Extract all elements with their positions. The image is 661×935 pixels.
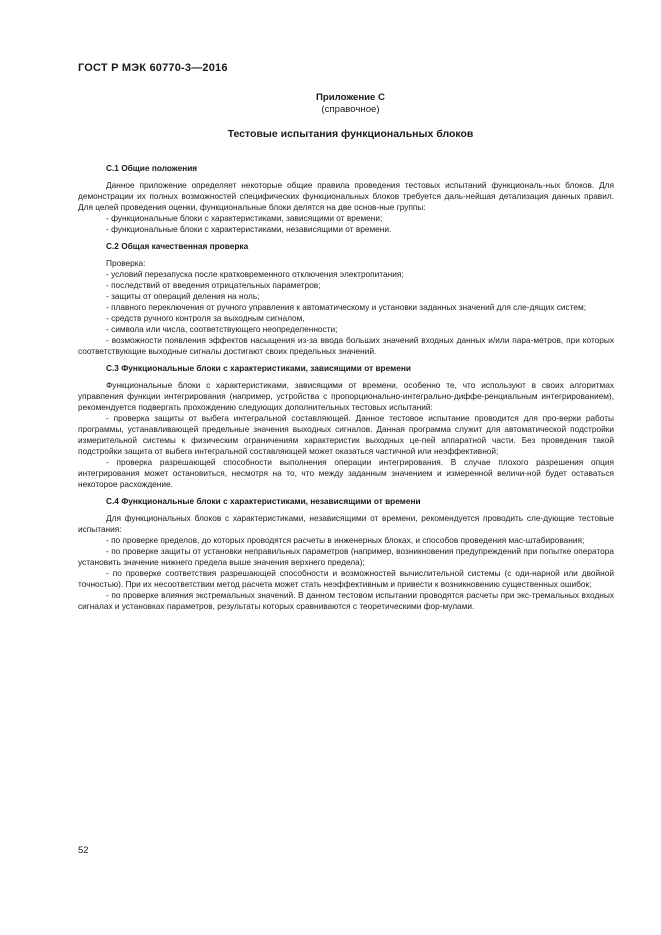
document-code: ГОСТ Р МЭК 60770-3—2016 [78, 62, 228, 74]
list-item: - функциональные блоки с характеристиками, независящими от времени. [106, 224, 392, 235]
list-item: - защиты от операций деления на ноль; [106, 290, 260, 301]
list-item: - средств ручного контроля за выходным сигналом, [106, 313, 305, 324]
section-c3 [78, 363, 614, 491]
list-item: - плавного переключения от ручного управления к автоматическому и установки заданных значений для сле-дящих систем; [106, 302, 587, 313]
list-item: - функциональные блоки с характеристиками, зависящими от времени; [106, 213, 383, 224]
paragraph: Данное приложение определяет некоторые общие правила проведения тестовых испытаний функциональ-ных блоков. Для демонстрации их полных возможностей специфических функциональных блоков требуется даль-нейшая детализация данных правил. Для целей проведения оценки, функциональные блоки делятся на две основ-ные группы: [78, 180, 614, 213]
section-c1 [78, 163, 614, 236]
section-heading: С.4 Функциональные блоки с характеристиками, независящими от времени [106, 495, 421, 506]
section-c4 [78, 496, 614, 613]
section-heading: С.2 Общая качественная проверка [106, 240, 249, 251]
document-body [78, 163, 614, 617]
section-c2 [78, 241, 614, 358]
list-item: - возможности появления эффектов насыщения из-за ввода больших значений входных данных и/или пара-метров, при которых соответствующие выходные сигналы достигают своих предельных значений. [78, 335, 614, 357]
list-item: - проверка защиты от выбега интегральной составляющей. Данное тестовое испытание проводится для про-верки работы программы, устанавливающей предельные значения выходных сигналов. Данная программа служит для автоматической подстройки измерительной системы к физическим ограничениям характеристик выходных це-пей аппаратной части. Без проведения такой подстройки защита от выбега интегральной составляющей может оказаться частичной или неэффективной; [78, 412, 614, 457]
section-heading: С.1 Общие положения [106, 163, 198, 173]
paragraph: Проверка: [106, 257, 146, 268]
list-item: - условий перезапуска после кратковременного отключения электропитания; [106, 268, 404, 279]
annex-main-title: Тестовые испытания функциональных блоков [227, 128, 474, 140]
list-item: - символа или числа, соответствующего неопределенности; [106, 324, 338, 335]
list-item: - по проверке пределов, до которых проводятся расчеты в инженерных блоках, и способов проведения мас-штабирования; [106, 534, 585, 545]
annex-title: Приложение С [316, 92, 385, 103]
list-item: - по проверке соответствия разрешающей способности и возможностей вычислительной системы (с оди-нарной или двойной точностью). При их несоответствии метод расчета может стать неэффективным и привести к возникновению существенных ошибок; [78, 568, 614, 590]
list-item: - по проверке влияния экстремальных значений. В данном тестовом испытании проводятся расчеты при экс-тремальных входных сигналах и установках параметров, результаты которых сравниваются с теоретическими фор-мулами. [78, 590, 614, 612]
page-number: 52 [78, 845, 89, 856]
section-heading: С.3 Функциональные блоки с характеристиками, зависящими от времени [106, 362, 411, 373]
paragraph: Функциональные блоки с характеристиками, зависящими от времени, особенно те, что используют в своих алгоритмах управления функции интегрирования (например, устройства с пропорционально-интегрально-диффе-ренциальным интегрированием), рекомендуется подвергать прохождению следующих дополнительных тестовых испытаний: [78, 379, 614, 412]
annex-note: (справочное) [321, 104, 380, 115]
annex-heading [0, 92, 661, 116]
list-item: - последствий от введения отрицательных параметров; [106, 279, 321, 290]
list-item: - проверка разрешающей способности выполнения операции интегрирования. В случае плохого разрешения опция интегрирования может остановиться, несмотря на то, что между заданным значением и измеренной величи-ной будет оставаться некоторое расхождение. [78, 457, 614, 490]
paragraph: Для функциональных блоков с характеристиками, независящими от времени, рекомендуется проводить сле-дующие тестовые испытания: [78, 512, 614, 534]
list-item: - по проверке защиты от установки неправильных параметров (например, возникновения предупреждений при попытке оператора установить значение нижнего предела выше значения верхнего предела); [78, 545, 614, 567]
